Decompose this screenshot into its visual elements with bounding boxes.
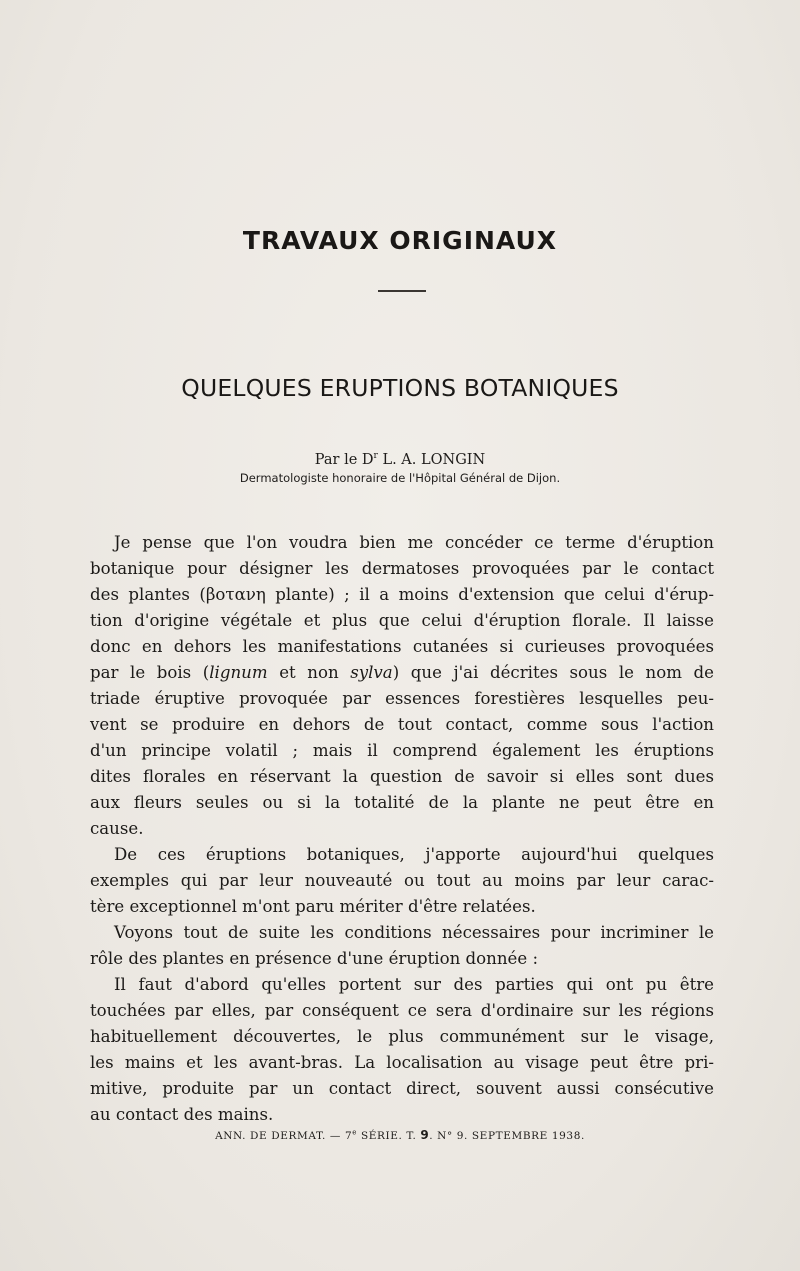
text-line: mitive, produite par un contact direct, souvent aussi consécutive (90, 1079, 714, 1098)
article-body (90, 530, 714, 1128)
footer-tome: 9 (420, 1128, 430, 1142)
footer-series-sup: e (352, 1128, 357, 1137)
text-line: Je pense que l'on voudra bien me concéder ce terme d'éruption (114, 533, 714, 552)
text-line: touchées par elles, par conséquent ce sera d'ordinaire sur les régions (90, 1001, 714, 1020)
italic-term: sylva (350, 663, 393, 682)
text-line: habituellement découvertes, le plus communément sur le visage, (90, 1027, 714, 1046)
text-line: rôle des plantes en présence d'une éruption donnée : (90, 949, 539, 968)
text-line: donc en dehors les manifestations cutanées si curieuses provoquées (90, 637, 714, 656)
text-line: Voyons tout de suite les conditions nécessaires pour incriminer le (114, 923, 714, 942)
text-line: triade éruptive provoquée par essences forestières lesquelles peu- (90, 689, 714, 708)
author-prefix-sup: r (373, 451, 378, 461)
text-line: les mains et les avant-bras. La localisation au visage peut être pri- (90, 1053, 714, 1072)
text-span: par le bois ( (90, 663, 210, 682)
text-line: cause. (90, 819, 144, 838)
text-line: aux fleurs seules ou si la totalité de la plante ne peut être en (90, 793, 714, 812)
journal-footer (0, 1128, 800, 1142)
footer-journal: ANN. DE DERMAT. — 7 (215, 1130, 353, 1142)
footer-issue: . N° 9. SEPTEMBRE 1938. (429, 1130, 585, 1142)
paragraph-3 (90, 920, 714, 972)
author-affiliation: Dermatologiste honoraire de l'Hôpital Général de Dijon. (239, 471, 561, 485)
text-line: vent se produire en dehors de tout contact, comme sous l'action (90, 715, 714, 734)
text-line: botanique pour désigner les dermatoses provoquées par le contact (90, 559, 714, 578)
text-line: d'un principe volatil ; mais il comprend également les éruptions (90, 741, 714, 760)
article-title: QUELQUES ERUPTIONS BOTANIQUES (181, 374, 619, 402)
footer-series: SÉRIE. T. (357, 1130, 421, 1142)
text-line: Il faut d'abord qu'elles portent sur des parties qui ont pu être (114, 975, 714, 994)
text-line: dites florales en réservant la question de savoir si elles sont dues (90, 767, 714, 786)
text-line: exemples qui par leur nouveauté ou tout au moins par leur carac- (90, 871, 714, 890)
text-line (90, 660, 714, 686)
text-line: tère exceptionnel m'ont paru mériter d'être relatées. (90, 897, 536, 916)
text-line: tion d'origine végétale et plus que celui d'éruption florale. Il laisse (90, 611, 714, 630)
author-prefix: Par le D (314, 451, 374, 468)
text-line: De ces éruptions botaniques, j'apporte aujourd'hui quelques (114, 845, 714, 864)
text-span: et non (267, 663, 351, 682)
text-span: ) que j'ai décrites sous le nom de (392, 663, 714, 682)
author-byline (0, 451, 800, 468)
paragraph-4 (90, 972, 714, 1128)
text-line: au contact des mains. (90, 1105, 274, 1124)
section-title: TRAVAUX ORIGINAUX (242, 226, 558, 255)
italic-term: lignum (209, 663, 268, 682)
author-name: L. A. LONGIN (377, 451, 486, 468)
text-line: des plantes (βοτανη plante) ; il a moins d'extension que celui d'érup- (90, 585, 714, 604)
paragraph-1 (90, 530, 714, 842)
paragraph-2 (90, 842, 714, 920)
title-rule (378, 290, 426, 292)
